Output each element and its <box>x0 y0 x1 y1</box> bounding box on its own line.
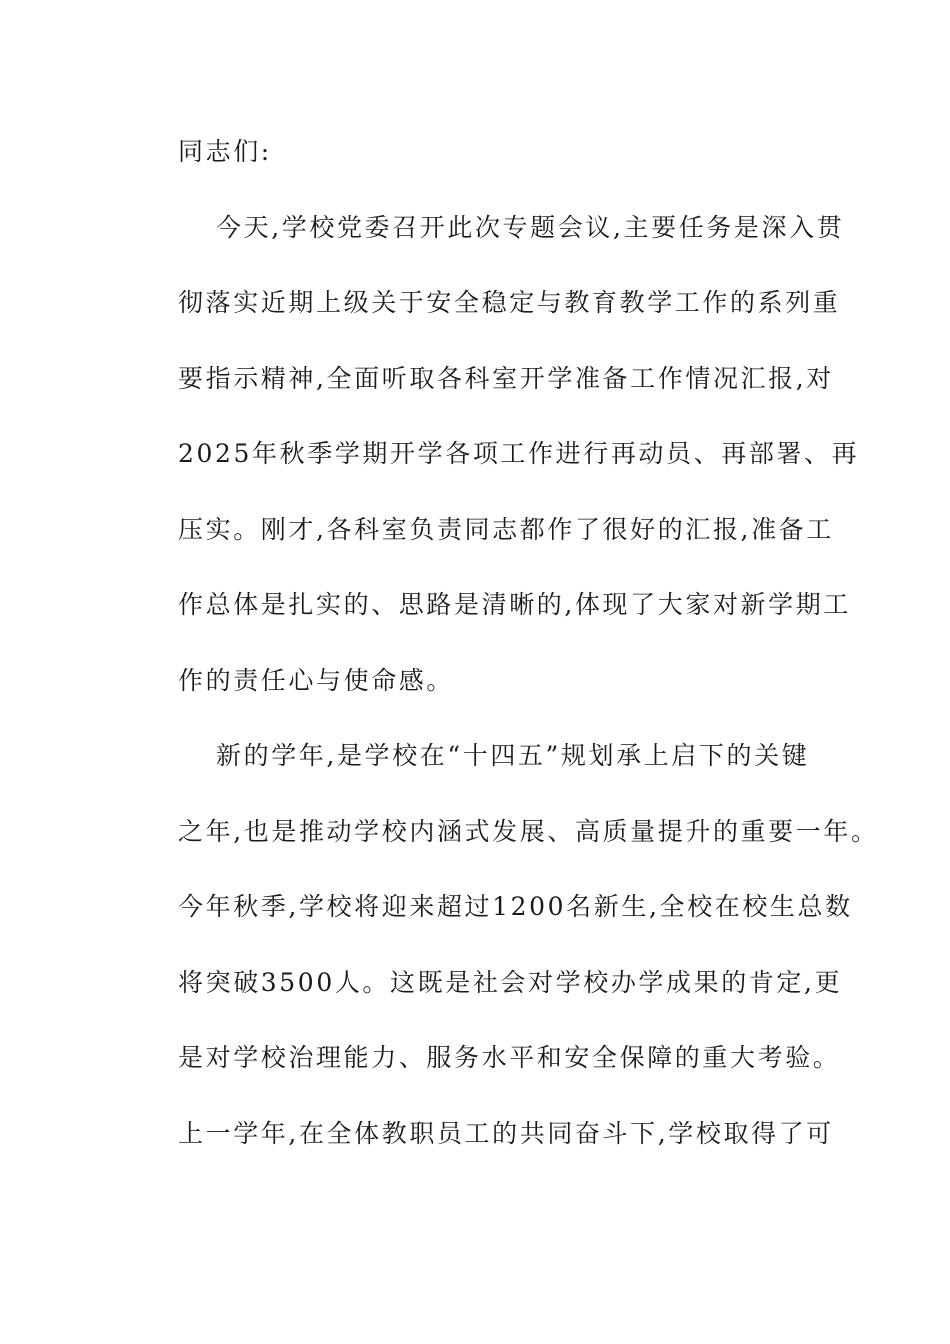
paragraph-line: 彻落实近期上级关于安全稳定与教育教学工作的系列重 <box>178 288 841 317</box>
paragraph-line: 今年秋季,学校将迎来超过1200名新生,全校在校生总数 <box>178 892 853 921</box>
paragraph-line: 新的学年,是学校在“十四五”规划承上启下的关键 <box>216 741 810 770</box>
paragraph-line: 今天,学校党委召开此次专题会议,主要任务是深入贯 <box>216 212 845 242</box>
paragraph-line: 将突破3500人。这既是社会对学校办学成果的肯定,更 <box>178 967 843 997</box>
paragraph-line: 2025年秋季学期开学各项工作进行再动员、再部署、再 <box>178 439 860 468</box>
paragraph-1 <box>178 203 860 732</box>
paragraph-2 <box>178 731 879 1184</box>
salutation: 同志们: <box>178 137 272 166</box>
paragraph-line: 上一学年,在全体教职员工的共同奋斗下,学校取得了可 <box>178 1118 834 1148</box>
paragraph-line: 要指示精神,全面听取各科室开学准备工作情况汇报,对 <box>178 363 834 393</box>
paragraph-line: 作的责任心与使命感。 <box>178 665 455 695</box>
paragraph-line: 之年,也是推动学校内涵式发展、高质量提升的重要一年。 <box>178 816 879 846</box>
paragraph-line: 压实。刚才,各科室负责同志都作了很好的汇报,准备工 <box>178 514 834 544</box>
document-body <box>178 127 879 1184</box>
paragraph-line: 是对学校治理能力、服务水平和安全保障的重大考验。 <box>178 1043 841 1072</box>
paragraph-line: 作总体是扎实的、思路是清晰的,体现了大家对新学期工 <box>178 590 851 619</box>
